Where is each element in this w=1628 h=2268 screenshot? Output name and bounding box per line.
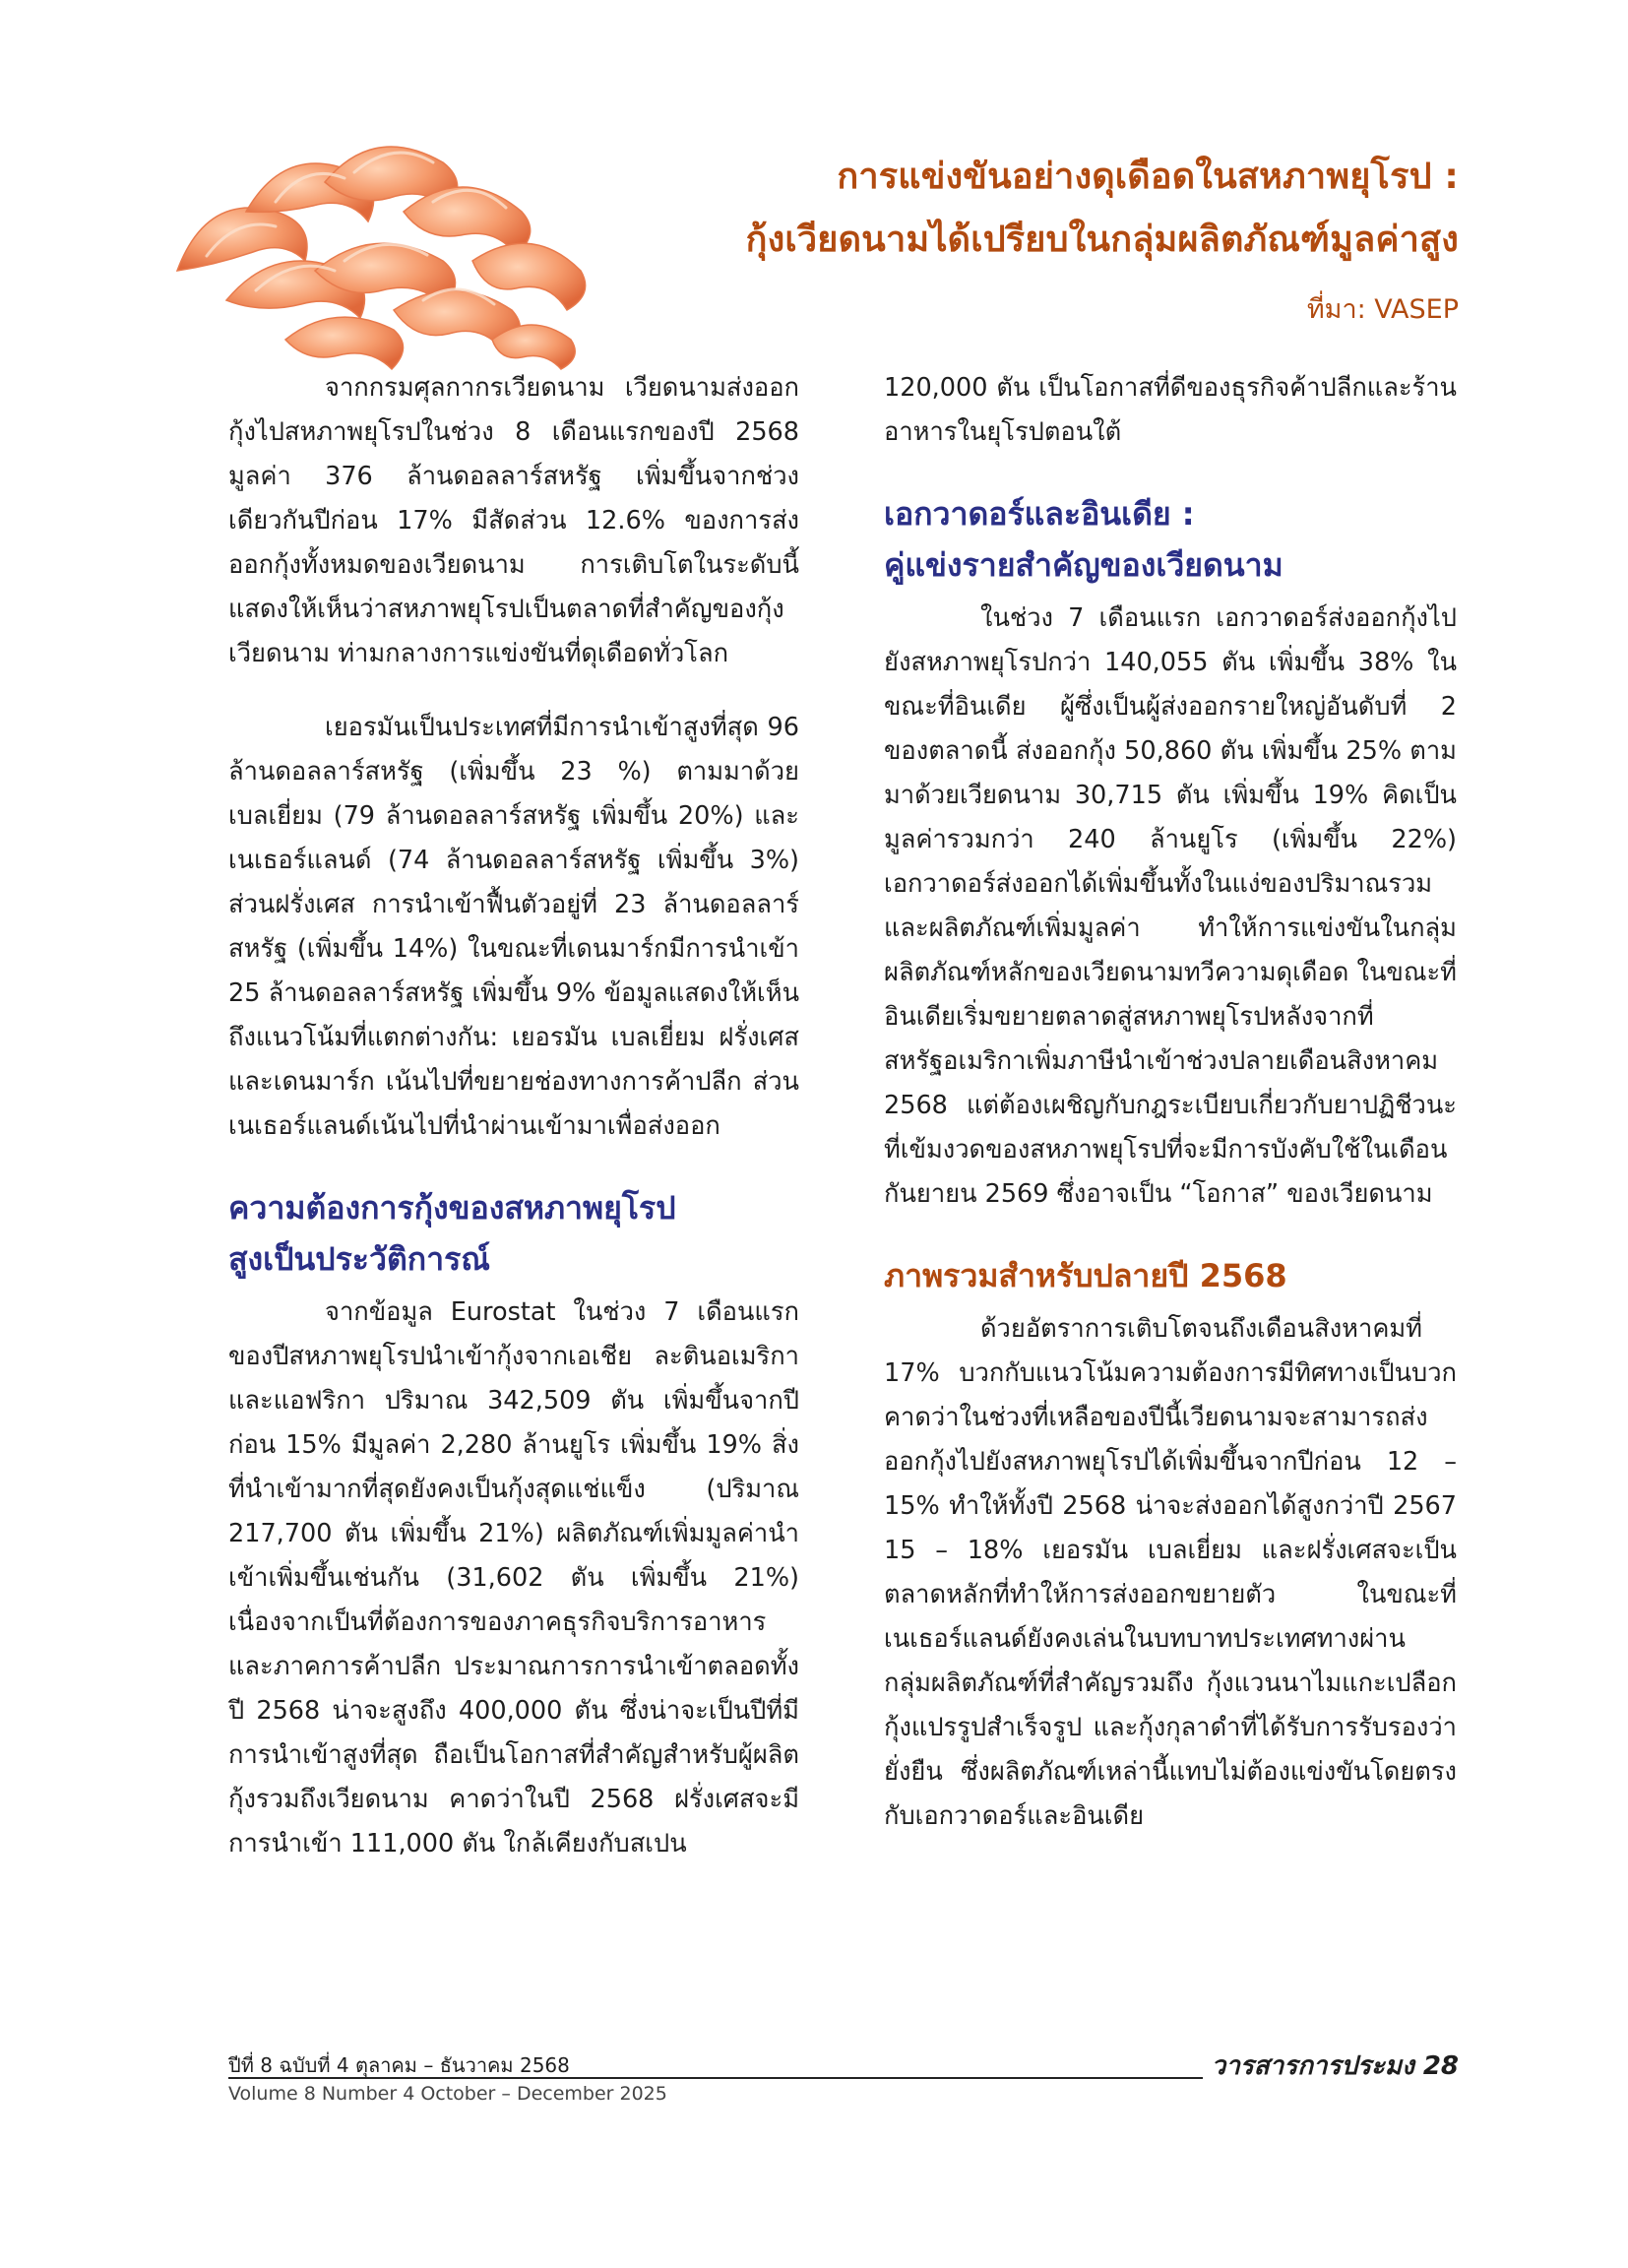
article-source: ที่มา: VASEP <box>1306 294 1459 325</box>
section-heading-eu-demand <box>228 1182 799 1285</box>
right-column <box>884 366 1457 1868</box>
paragraph-competitors: ในช่วง 7 เดือนแรก เอกวาดอร์ส่งออกกุ้งไปยังสหภาพยุโรปกว่า 140,055 ตัน เพิ่มขึ้น 38% ในขณะที่อินเดีย ผู้ซึ่งเป็นผู้ส่งออกรายใหญ่อันดับที่ 2 ของตลาดนี้ ส่งออกกุ้ง 50,860 ตัน เพิ่มขึ้น 25% ตามมาด้วยเวียดนาม 30,715 ตัน เพิ่มขึ้น 19% คิดเป็นมูลค่ารวมกว่า 240 ล้านยูโร (เพิ่มขึ้น 22%) เอกวาดอร์ส่งออกได้เพิ่มขึ้นทั้งในแง่ของปริมาณรวมและผลิตภัณฑ์เพิ่มมูลค่า ทำให้การแข่งขันในกลุ่มผลิตภัณฑ์หลักของเวียดนามทวีความดุเดือด ในขณะที่อินเดียเริ่มขยายตลาดสู่สหภาพยุโรปหลังจากที่สหรัฐอเมริกาเพิ่มภาษีนำเข้าช่วงปลายเดือนสิงหาคม 2568 แต่ต้องเผชิญกับกฎระเบียบเกี่ยวกับยาปฏิชีวนะที่เข้มงวดของสหภาพยุโรปที่จะมีการบังคับใช้ในเดือนกันยายน 2569 ซึ่งอาจเป็น “โอกาส” ของเวียดนาม <box>884 603 1457 1209</box>
article-title-line1: การแข่งขันอย่างดุเดือดในสหภาพยุโรป : <box>837 157 1459 197</box>
paragraph-outlook: ด้วยอัตราการเติบโตจนถึงเดือนสิงหาคมที่ 17% บวกกับแนวโน้มความต้องการมีทิศทางเป็นบวก คาดว่าในช่วงที่เหลือของปีนี้เวียดนามจะสามารถส่งออกกุ้งไปยังสหภาพยุโรปได้เพิ่มขึ้นจากปีก่อน 12 – 15% ทำให้ทั้งปี 2568 น่าจะส่งออกได้สูงกว่าปี 2567 15 – 18% เยอรมัน เบลเยี่ยม และฝรั่งเศสจะเป็นตลาดหลักที่ทำให้การส่งออกขยายตัว ในขณะที่เนเธอร์แลนด์ยังคงเล่นในบทบาทประเทศทางผ่าน กลุ่มผลิตภัณฑ์ที่สำคัญรวมถึง กุ้งแวนนาไมแกะเปลือก กุ้งแปรรูปสำเร็จรูป และกุ้งกุลาดำที่ได้รับการรับรองว่ายั่งยืน ซึ่งผลิตภัณฑ์เหล่านี้แทบไม่ต้องแข่งขันโดยตรงกับเอกวาดอร์และอินเดีย <box>884 1314 1457 1831</box>
article-title-line2: กุ้งเวียดนามได้เปรียบในกลุ่มผลิตภัณฑ์มูลค่าสูง <box>745 220 1459 260</box>
paragraph-importers: เยอรมันเป็นประเทศที่มีการนำเข้าสูงที่สุด 96 ล้านดอลลาร์สหรัฐ (เพิ่มขึ้น 23 %) ตามมาด้วยเบลเยี่ยม (79 ล้านดอลลาร์สหรัฐ เพิ่มขึ้น 20%) และเนเธอร์แลนด์ (74 ล้านดอลลาร์สหรัฐ เพิ่มขึ้น 3%) ส่วนฝรั่งเศส การนำเข้าฟื้นตัวอยู่ที่ 23 ล้านดอลลาร์สหรัฐ (เพิ่มขึ้น 14%) ในขณะที่เดนมาร์กมีการนำเข้า 25 ล้านดอลลาร์สหรัฐ เพิ่มขึ้น 9% ข้อมูลแสดงให้เห็นถึงแนวโน้มที่แตกต่างกัน: เยอรมัน เบลเยี่ยม ฝรั่งเศส และเดนมาร์ก เน้นไปที่ขยายช่องทางการค้าปลีก ส่วนเนเธอร์แลนด์เน้นไปที่นำผ่านเข้ามาเพื่อส่งออก <box>228 713 799 1141</box>
footer-issue-english: Volume 8 Number 4 October – December 2025 <box>228 2083 667 2105</box>
section-heading-line: สูงเป็นประวัติการณ์ <box>228 1240 490 1278</box>
section-heading-line: คู่แข่งรายสำคัญของเวียดนาม <box>884 546 1284 584</box>
section-heading-line: เอกวาดอร์และอินเดีย : <box>884 495 1195 533</box>
left-column <box>228 366 799 1896</box>
section-heading-competitors <box>884 488 1457 591</box>
paragraph-intro: จากกรมศุลกากรเวียดนาม เวียดนามส่งออกกุ้งไปสหภาพยุโรปในช่วง 8 เดือนแรกของปี 2568 มูลค่า 376 ล้านดอลลาร์สหรัฐ เพิ่มขึ้นจากช่วงเดียวกันปีก่อน 17% มีสัดส่วน 12.6% ของการส่งออกกุ้งทั้งหมดของเวียดนาม การเติบโตในระดับนี้แสดงให้เห็นว่าสหภาพยุโรปเป็นตลาดที่สำคัญของกุ้งเวียดนาม ท่ามกลางการแข่งขันที่ดุเดือดทั่วโลก <box>228 373 799 668</box>
section-heading-outlook: ภาพรวมสำหรับปลายปี 2568 <box>884 1257 1287 1294</box>
footer-rule <box>228 2077 1203 2079</box>
paragraph-eurostat: จากข้อมูล Eurostat ในช่วง 7 เดือนแรกของปีสหภาพยุโรปนำเข้ากุ้งจากเอเชีย ละตินอเมริกา และแอฟริกา ปริมาณ 342,509 ตัน เพิ่มขึ้นจากปีก่อน 15% มีมูลค่า 2,280 ล้านยูโร เพิ่มขึ้น 19% สิ่งที่นำเข้ามากที่สุดยังคงเป็นกุ้งสุดแช่แข็ง (ปริมาณ 217,700 ตัน เพิ่มขึ้น 21%) ผลิตภัณฑ์เพิ่มมูลค่านำเข้าเพิ่มขึ้นเช่นกัน (31,602 ตัน เพิ่มขึ้น 21%) เนื่องจากเป็นที่ต้องการของภาคธุรกิจบริการอาหารและภาคการค้าปลีก ประมาณการการนำเข้าตลอดทั้งปี 2568 น่าจะสูงถึง 400,000 ตัน ซึ่งน่าจะเป็นปีที่มีการนำเข้าสูงที่สุด ถือเป็นโอกาสที่สำคัญสำหรับผู้ผลิตกุ้งรวมถึงเวียดนาม คาดว่าในปี 2568 ฝรั่งเศสจะมีการนำเข้า 111,000 ตัน ใกล้เคียงกับสเปน <box>228 1297 799 1858</box>
shrimp-image <box>138 94 689 389</box>
paragraph-continued: 120,000 ตัน เป็นโอกาสที่ดีของธุรกิจค้าปลีกและร้านอาหารในยุโรปตอนใต้ <box>884 373 1457 447</box>
footer-journal-page: วารสารการประมง 28 <box>1211 2051 1459 2081</box>
footer-issue-thai: ปีที่ 8 ฉบับที่ 4 ตุลาคม – ธันวาคม 2568 <box>228 2053 570 2077</box>
section-heading-line: ความต้องการกุ้งของสหภาพยุโรป <box>228 1189 676 1227</box>
